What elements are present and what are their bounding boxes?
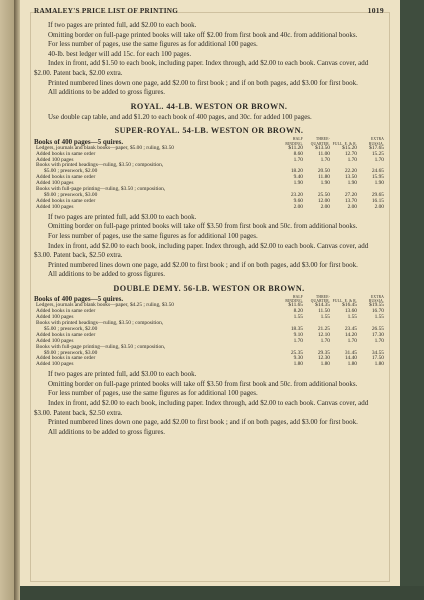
row-label: Added 100 pages xyxy=(36,203,74,210)
column-header: EXTRA RUSSIA. xyxy=(368,137,384,146)
price-cell: 9.10 xyxy=(293,331,303,338)
row-label: $9.00 ; presswork, $3.00 xyxy=(44,349,98,356)
note-paragraph: All additions to be added to gross figures. xyxy=(48,270,166,279)
price-cell: 9.30 xyxy=(293,355,303,362)
price-cell: 1.70 xyxy=(374,337,384,344)
note-paragraph: If two pages are printed full, add $3.00 to each book. xyxy=(48,370,197,379)
price-cell: 17.30 xyxy=(371,331,384,338)
price-cell: 12.00 xyxy=(317,197,330,204)
price-cell: 1.90 xyxy=(374,180,384,187)
note-paragraph: All additions to be added to gross figures. xyxy=(48,427,166,436)
row-label: $5.00 ; presswork, $2.00 xyxy=(44,168,98,175)
note-paragraph: For less number of pages, use the same figures as for additional 100 pages. xyxy=(48,231,258,240)
price-cell: 1.55 xyxy=(293,314,303,321)
price-cell: 1.55 xyxy=(374,314,384,321)
price-cell: 22.20 xyxy=(344,168,357,175)
price-cell: $19.55 xyxy=(369,302,384,309)
column-header: HALF BINDING. xyxy=(285,294,303,304)
price-cell: 13.50 xyxy=(344,174,357,181)
row-label: Added books in same order xyxy=(36,308,96,315)
row-label: Ledgers, journals and blank books—paper, $4.25 ; ruling, $3.50 xyxy=(36,302,174,309)
price-cell: 1.55 xyxy=(320,314,330,321)
price-cell: 12.70 xyxy=(344,150,357,157)
note-paragraph: Index in front, add $2.00 to each book, including paper. Index through, add $2.00 to each book. Canvas cover, add $3.00. Patent back, $2.50 extra. xyxy=(34,241,369,260)
price-cell: 29.65 xyxy=(371,192,384,198)
note-paragraph: Printed numbered lines down one page, add $2.00 to first book ; and if on both pages, add $3.00 for first book. xyxy=(48,418,358,427)
price-cell: 1.70 xyxy=(293,337,303,344)
price-cell: 14.20 xyxy=(344,331,357,338)
price-cell: 14.40 xyxy=(344,355,357,362)
row-label: Added 100 pages xyxy=(36,314,74,321)
price-cell: 13.60 xyxy=(344,308,357,315)
page-number: 1019 xyxy=(367,6,384,15)
price-cell: 16.70 xyxy=(371,308,384,315)
column-header: THREE-QUARTER. xyxy=(310,294,330,304)
price-cell: 1.70 xyxy=(293,156,303,163)
price-cell: 1.80 xyxy=(293,361,303,368)
price-cell: $13.50 xyxy=(315,144,330,151)
row-label: $5.00 ; presswork, $2.00 xyxy=(44,325,98,332)
price-cell: 12.10 xyxy=(317,331,330,338)
row-label: Books with printed headings—ruling, $3.50 ; composition, xyxy=(36,162,164,169)
royal-heading: ROYAL. 44-LB. WESTON OR BROWN. xyxy=(130,101,288,111)
price-cell: 13.70 xyxy=(344,197,357,204)
price-cell: 1.70 xyxy=(347,337,357,344)
column-header: FULL. E. & R. xyxy=(332,141,357,146)
intro-paragraph: For less number of pages, use the same figures as for additional 100 pages. xyxy=(48,40,258,49)
column-header: FULL. E. & R. xyxy=(332,299,357,304)
price-cell: 2.00 xyxy=(347,203,357,210)
double-demy-heading: DOUBLE DEMY. 56-LB. WESTON OR BROWN. xyxy=(113,283,305,293)
price-cell: 1.80 xyxy=(347,361,357,368)
intro-paragraph: Index in front, add $1.50 to each book, including paper. Index through, add $2.00 to each book. Canvas cover, add $2.00. Patent back, $2.00 extra. xyxy=(34,59,369,77)
price-cell: 9.40 xyxy=(293,174,303,181)
running-title: RAMALEY'S PRICE LIST OF PRINTING xyxy=(34,7,179,15)
super-royal-notes xyxy=(34,213,384,280)
price-cell: 11.50 xyxy=(318,308,330,315)
price-cell: $17.65 xyxy=(369,144,384,151)
row-label: Added 100 pages xyxy=(36,361,74,368)
previous-page-edge xyxy=(0,0,14,600)
intro-paragraph: Printed numbered lines down one page, add $2.00 to first book ; and if on both pages, add $3.00 for first book. xyxy=(48,78,358,87)
intro-paragraph: If two pages are printed full, add $2.00 to each book. xyxy=(48,21,197,29)
price-cell: 11.00 xyxy=(318,150,330,157)
table-row xyxy=(34,362,384,368)
row-label: Books with full-page printing—ruling, $3.50 ; composition, xyxy=(36,343,166,350)
price-cell: 1.70 xyxy=(320,156,330,163)
column-header: EXTRA RUSSIA. xyxy=(368,294,384,304)
price-cell: $11.65 xyxy=(288,302,303,309)
price-cell: 16.15 xyxy=(371,197,384,204)
note-paragraph: Printed numbered lines down one page, add $2.00 to first book ; and if on both pages, add $3.00 for first book. xyxy=(48,260,358,269)
price-cell: 17.50 xyxy=(371,355,384,362)
price-cell: 18.20 xyxy=(290,168,303,175)
row-label: Added 100 pages xyxy=(36,337,74,344)
price-cell: 23.20 xyxy=(290,192,303,198)
table-caption: Books of 400 pages—5 quires. xyxy=(34,137,124,146)
table-caption: Books of 400 pages—5 quires. xyxy=(34,295,124,304)
note-paragraph: Omitting border on full-page printed books will take off $3.50 from first book and 50c. from additional books. xyxy=(48,379,358,388)
intro-paragraph: All additions to be added to gross figures. xyxy=(48,88,166,97)
row-label: Added books in same order xyxy=(36,150,96,157)
price-cell: 2.00 xyxy=(293,203,303,210)
price-cell: 20.50 xyxy=(317,168,330,175)
price-cell: 8.20 xyxy=(293,308,303,315)
double-demy-notes xyxy=(34,370,384,437)
intro-paragraph: 40-lb. best ledger will add 15c. for each 100 pages. xyxy=(48,49,192,58)
row-label: Added books in same order xyxy=(36,197,96,204)
price-cell: 1.70 xyxy=(320,337,330,344)
price-cell: 26.55 xyxy=(371,325,384,332)
row-label: Added 100 pages xyxy=(36,180,74,187)
note-paragraph: Omitting border on full-page printed books will take off $3.50 from first book and 50c. from additional books. xyxy=(48,222,358,231)
double-demy-price-table xyxy=(34,295,384,368)
column-header: THREE-QUARTER. xyxy=(310,137,330,146)
royal-text: Use double cap table, and add $1.20 to each book of 400 pages, and 30c. for added 100 pages. xyxy=(48,112,312,121)
intro-notes xyxy=(34,21,384,98)
price-cell: $15.20 xyxy=(342,144,357,151)
price-cell: 1.90 xyxy=(347,180,357,187)
note-paragraph: Index in front, add $2.00 to each book, including paper. Index through, add $2.00 to each book. Canvas cover, add $3.00. Patent back, $2.50 extra. xyxy=(34,399,369,417)
table-row xyxy=(34,205,384,211)
price-cell: 2.00 xyxy=(320,203,330,210)
price-cell: 23.45 xyxy=(344,325,357,332)
price-cell: 24.65 xyxy=(371,168,384,175)
price-cell: 21.25 xyxy=(317,325,330,332)
price-cell: 18.35 xyxy=(290,325,303,332)
row-label: Added books in same order xyxy=(36,174,96,181)
note-paragraph: For less number of pages, use the same figures as for additional 100 pages. xyxy=(48,389,258,398)
price-cell: 34.55 xyxy=(371,349,384,356)
book-cover-edge xyxy=(400,0,424,600)
price-cell: 12.30 xyxy=(317,355,330,362)
price-cell: 2.00 xyxy=(374,203,384,210)
price-cell: 15.95 xyxy=(371,174,384,181)
row-label: $9.00 ; presswork, $3.00 xyxy=(44,192,98,198)
row-label: Added 100 pages xyxy=(36,156,74,163)
row-label: Added books in same order xyxy=(36,355,96,362)
row-label: Added books in same order xyxy=(36,331,96,338)
price-cell: 25.50 xyxy=(317,192,330,198)
intro-paragraph: Omitting border on full-page printed books will take off $2.00 from first book and 40c. from additional books. xyxy=(48,30,358,39)
super-royal-heading: SUPER-ROYAL. 54-LB. WESTON OR BROWN. xyxy=(114,126,304,136)
page-content xyxy=(34,6,384,437)
price-cell: 15.25 xyxy=(371,150,384,157)
price-cell: 1.70 xyxy=(374,156,384,163)
price-cell: 1.90 xyxy=(293,180,303,187)
price-cell: 29.35 xyxy=(317,349,330,356)
price-cell: 9.60 xyxy=(293,197,303,204)
book-page xyxy=(20,0,400,586)
row-label: Ledgers, journals and blank books—paper, $5.00 ; ruling, $3.50 xyxy=(36,144,174,151)
row-label: Books with printed headings—ruling, $3.50 ; composition, xyxy=(36,320,164,326)
price-cell: 1.80 xyxy=(320,361,330,368)
price-cell: 8.60 xyxy=(293,150,303,157)
super-royal-price-table xyxy=(34,137,384,210)
running-header xyxy=(34,6,384,15)
price-cell: 1.55 xyxy=(347,314,357,321)
price-cell: $11.20 xyxy=(288,144,303,151)
price-cell: 25.35 xyxy=(290,349,303,356)
price-cell: $14.35 xyxy=(315,302,330,309)
price-cell: 1.80 xyxy=(374,361,384,368)
book-cover-bottom xyxy=(20,586,424,600)
price-cell: 27.20 xyxy=(344,192,357,198)
note-paragraph: If two pages are printed full, add $3.00 to each book. xyxy=(48,212,197,221)
price-cell: $16.45 xyxy=(342,302,357,309)
price-cell: 1.70 xyxy=(347,156,357,163)
price-cell: 1.90 xyxy=(320,180,330,187)
price-cell: 31.45 xyxy=(344,349,357,356)
row-label: Books with full-page printing—ruling, $3.50 ; composition, xyxy=(36,186,166,193)
price-cell: 11.80 xyxy=(318,174,330,181)
column-header: HALF BINDING. xyxy=(285,137,303,146)
